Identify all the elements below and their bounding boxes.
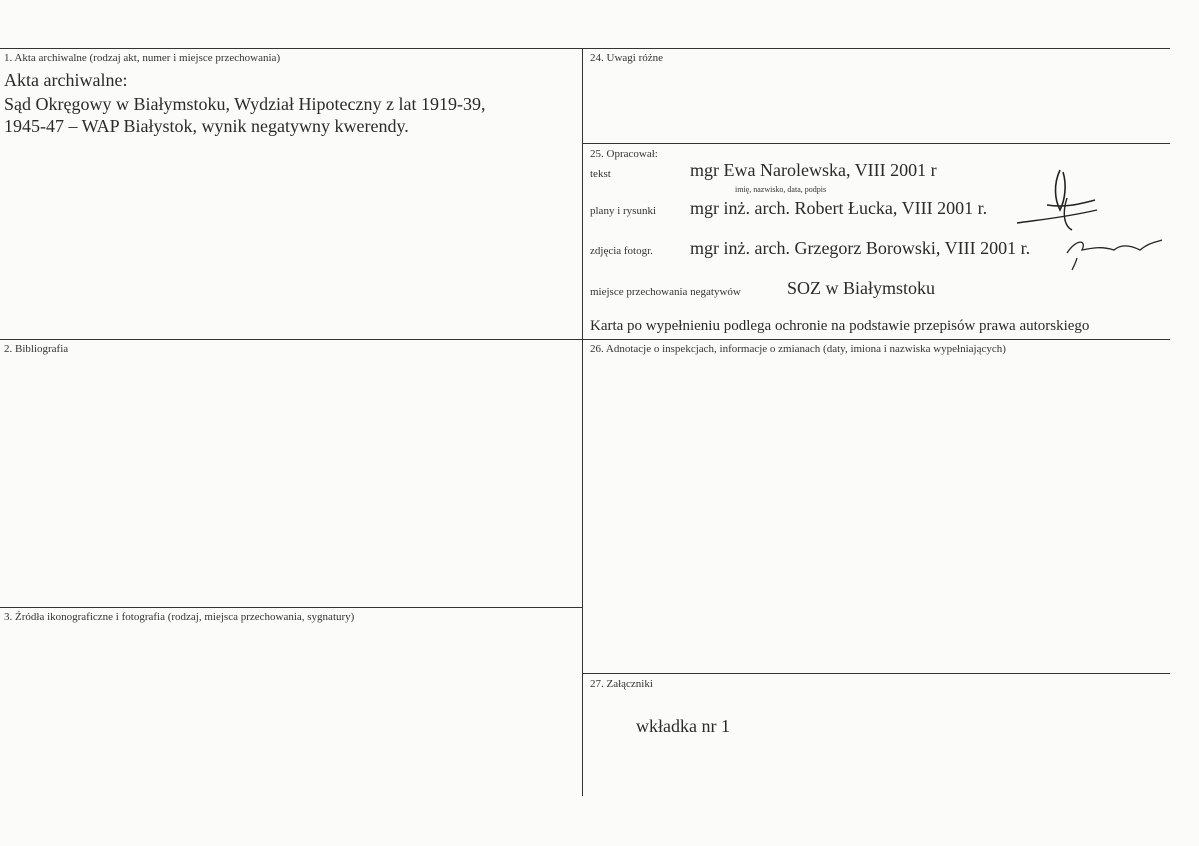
divider-21-22	[0, 339, 1170, 340]
copyright-note: Karta po wypełnieniu podlega ochronie na podstawie przepisów prawa autorskiego	[590, 318, 1090, 334]
row-tekst-label: tekst	[590, 168, 611, 180]
section-21-line-1: Akta archiwalne:	[4, 70, 128, 90]
name-hint: imię, nazwisko, data, podpis	[735, 185, 827, 194]
divider-26-27	[582, 673, 1170, 674]
section-21-label: 1. Akta archiwalne (rodzaj akt, numer i miejsce przechowania)	[4, 52, 281, 64]
section-24-label: 24. Uwagi różne	[590, 52, 664, 64]
signature-borowski	[1062, 228, 1167, 273]
row-plany-value: mgr inż. arch. Robert Łucka, VIII 2001 r.	[690, 198, 988, 218]
divider-24-25	[582, 143, 1170, 144]
section-27-label: 27. Załączniki	[590, 678, 653, 690]
section-25-label: 25. Opracował:	[590, 148, 658, 160]
section-21-line-2: Sąd Okręgowy w Białymstoku, Wydział Hipoteczny z lat 1919-39,	[4, 94, 486, 114]
section-23-label: 3. Źródła ikonograficzne i fotografia (rodzaj, miejsca przechowania, sygnatury)	[4, 611, 355, 623]
row-plany-label: plany i rysunki	[590, 205, 656, 217]
section-21-line-3: 1945-47 – WAP Białystok, wynik negatywny kwerendy.	[4, 116, 409, 136]
row-tekst-value: mgr Ewa Narolewska, VIII 2001 r	[690, 160, 937, 180]
center-divider	[582, 48, 583, 796]
section-22-label: 2. Bibliografia	[4, 343, 69, 355]
attachment-value: wkładka nr 1	[636, 716, 730, 736]
top-border	[0, 48, 1170, 49]
section-26-label: 26. Adnotacje o inspekcjach, informacje o zmianach (daty, imiona i nazwiska wypełniających)	[590, 343, 1006, 355]
divider-22-23	[0, 607, 582, 608]
negatives-label: miejsce przechowania negatywów	[590, 286, 741, 298]
row-zdjecia-label: zdjęcia fotogr.	[590, 245, 653, 257]
row-zdjecia-value: mgr inż. arch. Grzegorz Borowski, VIII 2001 r.	[690, 238, 1031, 258]
negatives-value: SOZ w Białymstoku	[787, 278, 936, 298]
